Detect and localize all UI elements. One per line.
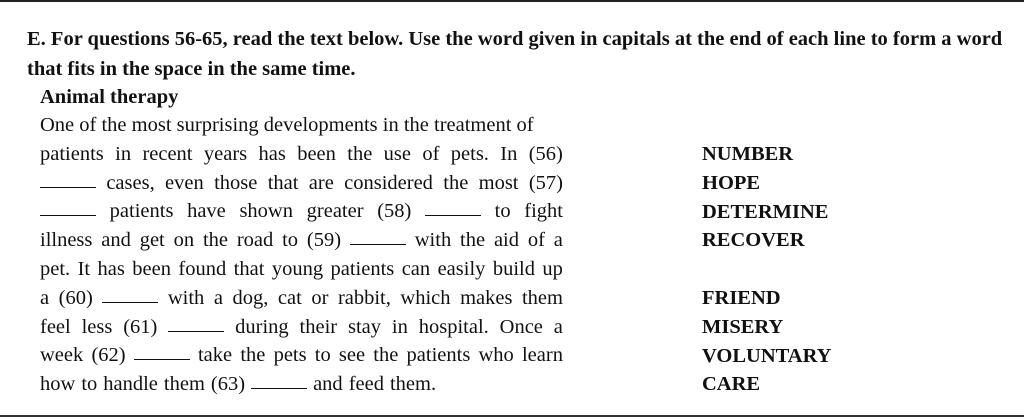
bottom-border — [0, 415, 1024, 417]
keyword-determine: DETERMINE — [702, 200, 829, 223]
passage-word: use — [383, 142, 411, 165]
passage-word: easily — [437, 257, 486, 280]
answer-blank[interactable] — [251, 370, 307, 389]
passage-word: young — [271, 257, 324, 280]
passage-line — [40, 197, 563, 226]
passage-word: pet. — [40, 257, 71, 280]
passage-line — [40, 313, 563, 342]
passage-word: road — [236, 229, 274, 252]
keyword-number: NUMBER — [702, 143, 794, 165]
passage-word: (60) — [58, 286, 93, 309]
passage-word: greater — [306, 200, 364, 223]
answer-blank[interactable] — [40, 169, 96, 188]
passage-word: them — [521, 286, 563, 309]
passage-word: found — [178, 257, 227, 280]
passage-word: patients — [330, 257, 395, 280]
passage-word: a — [213, 286, 223, 309]
passage-word: and — [313, 373, 343, 396]
passage-word: see — [338, 344, 366, 367]
passage-word: that — [267, 171, 299, 194]
passage-word: can — [401, 257, 431, 280]
passage-word: stay — [348, 315, 382, 338]
passage-word: with — [414, 229, 452, 252]
passage-line — [40, 111, 563, 140]
passage-word: a — [553, 315, 563, 338]
answer-blank[interactable] — [40, 197, 96, 216]
passage-word: (56) — [528, 142, 563, 165]
answer-blank[interactable] — [134, 341, 190, 360]
passage-word: cat — [277, 286, 302, 309]
passage-line — [40, 169, 563, 198]
passage-word: the — [373, 344, 399, 367]
passage-word: during — [235, 315, 289, 338]
passage-word: cases, — [106, 171, 155, 194]
passage-word: patients — [40, 142, 104, 165]
passage-word: even — [165, 171, 204, 194]
passage-word: which — [400, 286, 451, 309]
passage-word: illness — [40, 229, 93, 252]
passage-word: who — [478, 344, 514, 367]
passage-word: in — [115, 142, 132, 165]
passage-word: dog, — [232, 286, 269, 309]
passage-line — [40, 341, 563, 370]
passage-word: less — [81, 315, 113, 338]
passage-word: been — [297, 142, 336, 165]
answer-blank[interactable] — [425, 197, 481, 216]
passage-word: take — [197, 344, 233, 367]
passage-word: considered — [344, 171, 433, 194]
passage-word: It — [77, 257, 91, 280]
passage-word: to — [314, 344, 331, 367]
passage-title: Animal therapy — [40, 86, 179, 108]
passage-word: aid — [493, 229, 519, 252]
passage-word: in — [391, 315, 408, 338]
passage-line — [40, 140, 563, 169]
keyword-care: CARE — [702, 373, 761, 396]
passage-word: them — [163, 373, 205, 396]
passage-word: hospital. — [418, 315, 489, 338]
passage-word: are — [308, 171, 334, 194]
passage-word: (63) — [210, 373, 246, 396]
passage-word: patients — [406, 344, 471, 367]
passage-word: to — [282, 229, 299, 252]
passage-word: on — [173, 229, 195, 252]
passage-word: of — [422, 142, 440, 165]
top-border — [0, 0, 1024, 2]
passage-word: and — [101, 229, 131, 252]
passage-word: (58) — [377, 200, 412, 223]
keyword-friend: FRIEND — [702, 287, 781, 309]
answer-blank[interactable] — [168, 313, 224, 332]
passage-word: the — [443, 171, 469, 194]
keyword-recover: RECOVER — [702, 229, 805, 252]
passage-line — [40, 226, 563, 255]
passage-word: the — [460, 229, 486, 252]
passage-word: (59) — [306, 229, 342, 252]
passage-word: patients — [109, 200, 174, 223]
passage-word: feed — [348, 373, 384, 396]
passage-word: has — [97, 257, 125, 280]
passage-word: a — [40, 286, 50, 309]
passage-word: (62) — [91, 344, 126, 367]
keyword-voluntary: VOLUNTARY — [702, 344, 832, 367]
passage-word: (57) — [528, 171, 563, 194]
passage-text — [40, 111, 563, 399]
passage-word: the — [347, 142, 373, 165]
passage-word: with — [167, 286, 205, 309]
passage-word: recent — [142, 142, 193, 165]
passage-word: fight — [524, 200, 563, 223]
passage-word: handle — [103, 373, 158, 396]
keyword-misery: MISERY — [702, 315, 784, 338]
passage-word: In — [500, 142, 518, 165]
passage-word: years — [203, 142, 248, 165]
passage-word: shown — [239, 200, 293, 223]
passage-word: get — [139, 229, 165, 252]
passage-word: rabbit, — [337, 286, 391, 309]
passage-word: Once — [499, 315, 543, 338]
passage-line — [40, 370, 563, 399]
passage-word: feel — [40, 315, 71, 338]
passage-word: learn — [521, 344, 563, 367]
passage-word: week — [40, 344, 84, 367]
passage-word: pets — [273, 344, 307, 367]
passage-word: those — [214, 171, 258, 194]
passage-word: most — [478, 171, 519, 194]
passage-word: have — [187, 200, 226, 223]
passage-word: or — [311, 286, 329, 309]
passage-word: been — [132, 257, 171, 280]
passage-word: the — [240, 344, 266, 367]
passage-word: them. — [389, 373, 437, 396]
passage-line — [40, 284, 563, 313]
passage-word: up — [542, 257, 563, 280]
passage-word: build — [492, 257, 535, 280]
answer-blank[interactable] — [350, 226, 406, 245]
answer-blank[interactable] — [102, 284, 158, 303]
passage-word: that — [233, 257, 265, 280]
passage-word: has — [258, 142, 286, 165]
passage-line — [40, 255, 563, 284]
passage-word: of — [527, 229, 545, 252]
passage-word: to — [81, 373, 98, 396]
passage-word: makes — [460, 286, 513, 309]
passage-word: their — [299, 315, 338, 338]
exercise-instructions: E. For questions 56-65, read the text below. Use the word given in capitals at the end of each line to form a word that fits in the space in the same time. — [27, 28, 1003, 80]
keyword-hope: HOPE — [702, 171, 761, 194]
passage-word: One of the most surprising developments in the treatment of — [40, 114, 534, 136]
passage-word: a — [553, 229, 563, 252]
passage-word: the — [202, 229, 228, 252]
passage-word: to — [494, 200, 511, 223]
passage-word: (61) — [123, 315, 158, 338]
passage-word: pets. — [450, 142, 489, 165]
passage-word: how — [40, 373, 76, 396]
